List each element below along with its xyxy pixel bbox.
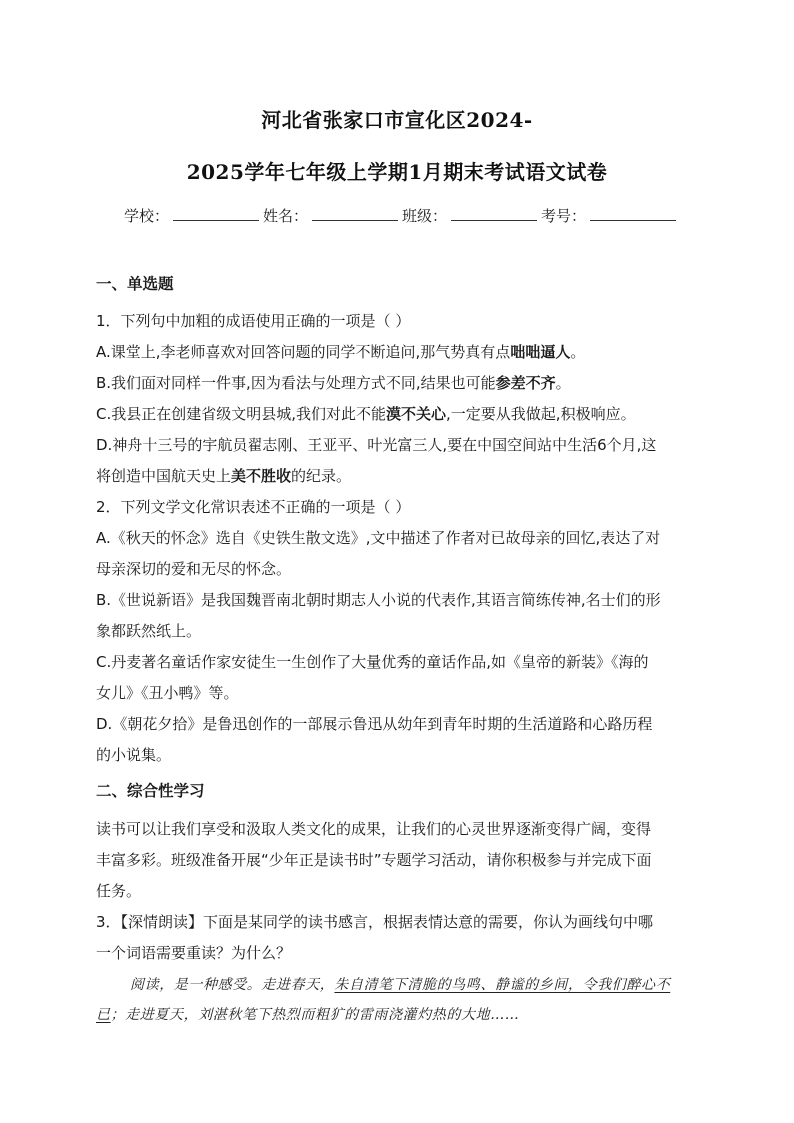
question-1-option-b: B.我们面对同样一件事,因为看法与处理方式不同,结果也可能参差不齐。 <box>96 374 571 392</box>
intro-line: 读书可以让我们享受和汲取人类文化的成果，让我们的心灵世界逐渐变得广阔，变得 <box>96 820 652 838</box>
passage-line-2: 已；走进夏天，刘湛秋笔下热烈而粗犷的雷雨浇灌灼热的大地…… <box>96 1007 520 1023</box>
question-2-line: 母亲深切的爱和无尽的怀念。 <box>96 560 292 578</box>
question-2-line: D.《朝花夕拾》是鲁迅创作的一部展示鲁迅从幼年到青年时期的生活道路和心路历程 <box>96 715 653 733</box>
school-label: 学校： <box>124 207 170 225</box>
intro-line: 任务。 <box>96 882 142 900</box>
section-heading-1: 一、单选题 <box>96 275 174 293</box>
question-2-stem: 2．下列文学文化常识表述不正确的一项是（ ） <box>96 498 411 516</box>
exam-number-blank[interactable] <box>590 206 676 221</box>
school-blank[interactable] <box>173 206 259 221</box>
question-1-option-c: C.我县正在创建省级文明县城,我们对此不能漠不关心,一定要从我做起,积极响应。 <box>96 405 636 423</box>
name-blank[interactable] <box>312 206 398 221</box>
question-3-stem-cont: 一个词语需要重读？为什么？ <box>96 944 292 962</box>
question-2-line: B.《世说新语》是我国魏晋南北朝时期志人小说的代表作,其语言简练传神,名士们的形 <box>96 591 661 609</box>
passage-line-1: 阅读，是一种感受。走进春天，朱自清笔下清脆的鸟鸣、静谧的乡间，令我们醉心不 <box>130 977 671 993</box>
question-1-stem: 1．下列句中加粗的成语使用正确的一项是（ ） <box>96 312 411 330</box>
bold-idiom: 参差不齐 <box>495 374 556 392</box>
underlined-sentence: 朱自清笔下清脆的鸟鸣、静谧的乡间，令我们醉心不 <box>334 977 671 993</box>
exam-title-line1: 河北省张家口市宣化区2024- <box>261 108 533 132</box>
question-1-option-d: D.神舟十三号的宇航员翟志刚、王亚平、叶光富三人,要在中国空间站中生活6个月,这 <box>96 436 657 454</box>
bold-idiom: 美不胜收 <box>231 467 292 485</box>
underlined-sentence-end: 已 <box>96 1007 111 1023</box>
exam-title-line2: 2025学年七年级上学期1月期末考试语文试卷 <box>186 160 608 184</box>
bold-idiom: 漠不关心 <box>386 405 447 423</box>
class-blank[interactable] <box>451 206 537 221</box>
question-1-option-a: A.课堂上,李老师喜欢对回答问题的同学不断追问,那气势真有点咄咄逼人。 <box>96 343 586 361</box>
question-2-line: 女儿》《丑小鸭》等。 <box>96 684 239 702</box>
class-label: 班级： <box>402 207 448 225</box>
question-2-line: 的小说集。 <box>96 746 172 764</box>
student-info-row <box>124 205 684 226</box>
question-1-option-d-cont: 将创造中国航天史上美不胜收的纪录。 <box>96 467 352 485</box>
intro-line: 丰富多彩。班级准备开展“少年正是读书时”专题学习活动，请你积极参与并完成下面 <box>96 851 652 869</box>
exam-number-label: 考号： <box>541 207 587 225</box>
question-2-line: C.丹麦著名童话作家安徒生一生创作了大量优秀的童话作品,如《皇帝的新装》《海的 <box>96 653 649 671</box>
question-2-line: 象都跃然纸上。 <box>96 622 202 640</box>
section-heading-2: 二、综合性学习 <box>96 782 205 800</box>
bold-idiom: 咄咄逼人 <box>510 343 571 361</box>
question-3-stem: 3．【深情朗读】下面是某同学的读书感言，根据表情达意的需要，你认为画线句中哪 <box>96 913 654 931</box>
question-2-line: A.《秋天的怀念》选自《史铁生散文选》,文中描述了作者对已故母亲的回忆,表达了对 <box>96 529 661 547</box>
name-label: 姓名： <box>263 207 309 225</box>
